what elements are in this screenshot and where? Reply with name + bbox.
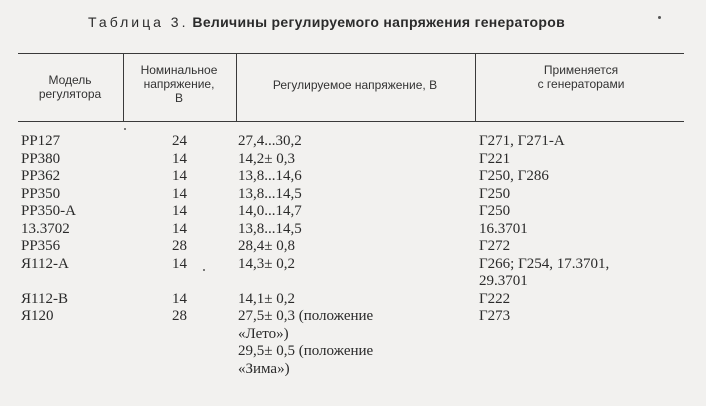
cell-voltage-line: 14,3± 0,2 bbox=[238, 255, 295, 272]
cell-nominal: 14 bbox=[172, 150, 187, 167]
cell-generators bbox=[476, 308, 684, 326]
table-row bbox=[18, 186, 684, 204]
cell-nominal: 14 bbox=[172, 185, 187, 202]
cell-voltage-line: 13,8...14,5 bbox=[238, 220, 302, 237]
cell-generators-line: Г221 bbox=[479, 150, 511, 167]
header-bottom-rule bbox=[18, 121, 684, 122]
cell-voltage-line: 27,5± 0,3 (положение bbox=[238, 308, 374, 324]
cell-generators bbox=[476, 186, 684, 204]
table-row bbox=[18, 291, 684, 309]
cell-voltage-line: 14,1± 0,2 bbox=[238, 290, 295, 307]
cell-voltage bbox=[236, 221, 476, 239]
header-nominal-line: напряжение, bbox=[143, 77, 215, 91]
cell-model: РР356 bbox=[21, 238, 61, 254]
cell-nominal: 14 bbox=[172, 203, 187, 219]
cell-generators-line: Г250 bbox=[479, 185, 511, 202]
cell-generators bbox=[476, 256, 684, 291]
cell-voltage bbox=[236, 186, 476, 204]
table-row bbox=[18, 203, 684, 221]
cell-generators-line: 29.3701 bbox=[479, 273, 528, 289]
cell-generators bbox=[476, 291, 684, 309]
table-top-rule bbox=[18, 53, 684, 54]
cell-nominal: 14 bbox=[172, 168, 187, 184]
table-row bbox=[18, 256, 684, 291]
header-applies bbox=[476, 63, 686, 91]
cell-voltage bbox=[236, 238, 476, 256]
cell-voltage bbox=[236, 203, 476, 221]
cell-voltage bbox=[236, 151, 476, 169]
header-model-line: регулятора bbox=[38, 87, 102, 101]
cell-model: 13.3702 bbox=[21, 220, 70, 237]
cell-nominal: 14 bbox=[172, 220, 187, 237]
cell-voltage bbox=[236, 168, 476, 186]
cell-generators-line: Г271, Г271-А bbox=[479, 133, 565, 149]
cell-voltage-line: 13,8...14,6 bbox=[238, 168, 302, 184]
header-nominal-line: В bbox=[174, 91, 183, 105]
cell-model: РР127 bbox=[21, 133, 61, 149]
table-row bbox=[18, 308, 684, 378]
scan-speck bbox=[203, 269, 205, 271]
cell-voltage-line: 27,4...30,2 bbox=[238, 133, 302, 149]
cell-voltage-line: 14,2± 0,3 bbox=[238, 150, 295, 167]
scan-speck bbox=[124, 128, 126, 130]
cell-voltage bbox=[236, 308, 476, 378]
cell-model: Я112-В bbox=[21, 290, 68, 307]
cell-nominal: 14 bbox=[172, 255, 187, 272]
table-body bbox=[18, 133, 684, 378]
cell-voltage bbox=[236, 256, 476, 274]
cell-generators bbox=[476, 221, 684, 239]
cell-generators-line: Г273 bbox=[479, 308, 511, 324]
cell-voltage-line: 14,0...14,7 bbox=[238, 203, 302, 219]
caption-title: Величины регулируемого напряжения генераторов bbox=[192, 14, 566, 30]
cell-voltage bbox=[236, 291, 476, 309]
cell-nominal: 24 bbox=[172, 133, 187, 149]
cell-nominal: 14 bbox=[172, 290, 187, 307]
cell-voltage-line: «Лето») bbox=[238, 325, 289, 342]
table-row bbox=[18, 238, 684, 256]
cell-generators-line: Г266; Г254, 17.3701, bbox=[479, 255, 610, 272]
cell-model: Я112-А bbox=[21, 255, 69, 272]
cell-voltage-line: «Зима») bbox=[238, 360, 290, 377]
cell-generators bbox=[476, 168, 684, 186]
cell-voltage-line: 13,8...14,5 bbox=[238, 185, 302, 202]
table-row bbox=[18, 151, 684, 169]
table-row bbox=[18, 133, 684, 151]
header-model-line: Модель bbox=[48, 73, 92, 87]
table-row bbox=[18, 168, 684, 186]
cell-model: Я120 bbox=[21, 308, 54, 324]
cell-generators-line: Г250, Г286 bbox=[479, 168, 549, 184]
cell-generators-line: 16.3701 bbox=[479, 220, 528, 237]
cell-voltage bbox=[236, 133, 476, 151]
cell-generators bbox=[476, 151, 684, 169]
cell-model: РР350 bbox=[21, 185, 61, 202]
cell-generators-line: Г272 bbox=[479, 238, 511, 254]
cell-generators-line: Г222 bbox=[479, 290, 511, 307]
cell-generators-line: Г250 bbox=[479, 203, 511, 219]
header-regulated bbox=[237, 78, 473, 92]
header-nominal-line: Номинальное bbox=[140, 63, 218, 77]
cell-generators bbox=[476, 133, 684, 151]
cell-voltage-line: 28,4± 0,8 bbox=[238, 238, 295, 254]
scan-speck bbox=[658, 16, 661, 19]
header-applies-line: с генераторами bbox=[537, 77, 625, 91]
cell-model: РР350-А bbox=[21, 203, 77, 219]
header-regulated-line: Регулируемое напряжение, В bbox=[272, 78, 438, 92]
cell-generators bbox=[476, 238, 684, 256]
table-caption bbox=[88, 14, 565, 32]
header-nominal bbox=[124, 63, 234, 105]
header-applies-line: Применяется bbox=[543, 63, 619, 77]
cell-model: РР362 bbox=[21, 168, 61, 184]
table-row bbox=[18, 221, 684, 239]
cell-nominal: 28 bbox=[172, 238, 187, 254]
cell-nominal: 28 bbox=[172, 308, 187, 324]
cell-generators bbox=[476, 203, 684, 221]
cell-voltage-line: 29,5± 0,5 (положение bbox=[238, 343, 374, 359]
cell-model: РР380 bbox=[21, 150, 61, 167]
header-model bbox=[18, 73, 122, 101]
caption-prefix: Таблица 3. bbox=[88, 14, 189, 30]
